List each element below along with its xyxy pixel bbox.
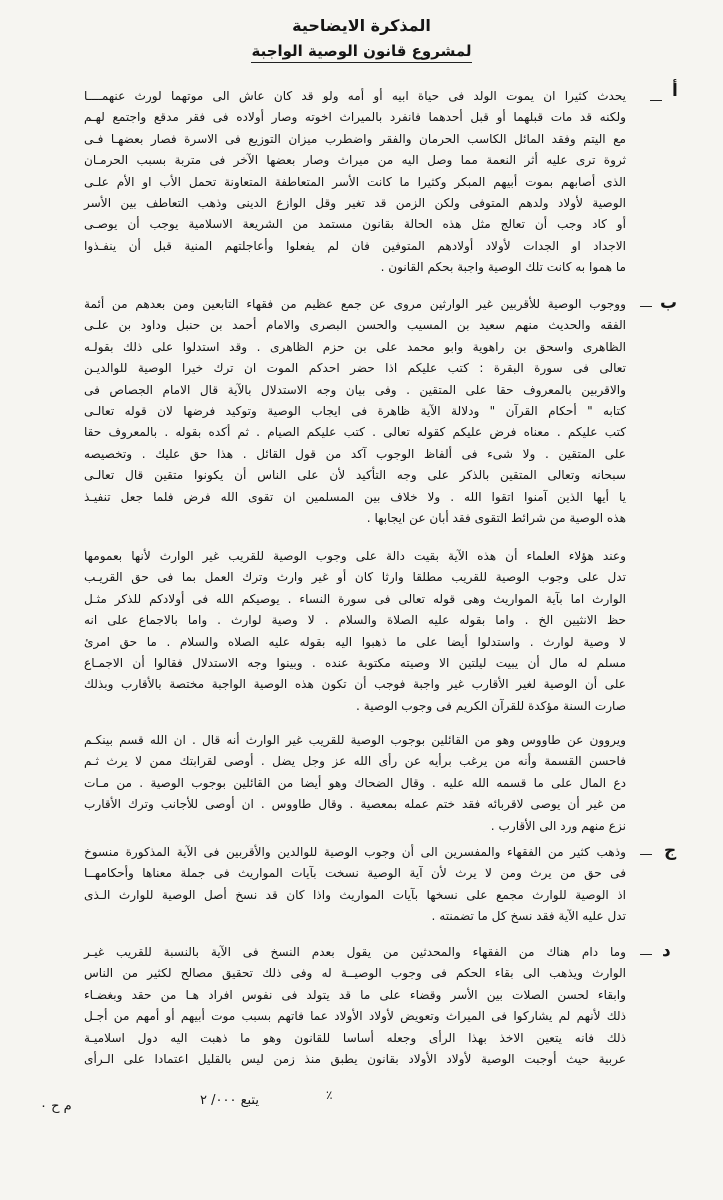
paragraph-a: [84, 86, 626, 279]
paragraph-j: [84, 842, 626, 928]
text-line: يحدث كثيرا ان يموت الولد فى حياة ابيه أو أمه ولو قد كان عاش الى موتهما لورث عنهمــــا: [84, 89, 626, 103]
text-line: تدل على وجوب الوصية للقريب مطلقا وارثا كان أو غير وارث وترك العمل بما فى حق القريـب: [84, 570, 626, 585]
text-line: الفقه والحديث منهم سعيد بن المسيب والحسن البصرى والامام أحمد بن حنبل وداود بن علـى: [84, 318, 626, 333]
section-letter-j: ج: [664, 841, 677, 861]
text-line: فاحسن القسمة وأنه من يرغب برأيه عن رأى الله عز وجل يضل . أوصى لقرابتك ممن لا يرث ثـم: [84, 754, 626, 769]
document-code: م ح ۰: [40, 1099, 72, 1114]
text-line: وما دام هناك من الفقهاء والمحدثين من يقول بعدم النسخ فى الآية بالنسبة للقريب غيـر: [84, 945, 626, 959]
section-letter-a: أ: [672, 81, 678, 101]
footer-mark: ٪: [326, 1088, 333, 1102]
section-dash: [650, 100, 662, 101]
text-line: لا وصية لوارث . واستدلوا أيضا على ما ذهبوا اليه بقوله عليه الصلاه والسلام . ما حق امرئ: [84, 634, 626, 649]
paragraph-tawus: [84, 730, 626, 837]
text-line: الوصية لأولاد ولدهم المتوفى ولكن الزمن قد تغير وقل الوازع الدينى وذهب التعاطف بين الأسر: [84, 196, 626, 211]
text-line: حظ الانثيين الخ . واما بقوله عليه الصلاة والسلام . لا وصية لوارث . واما بالاجماع على انه: [84, 613, 626, 628]
section-dash: [640, 306, 652, 307]
text-line: الظاهرى واسحق بن راهوية وابو محمد على بن حزم الظاهرى . وقد استدلوا على ذلك بقولـه: [84, 339, 626, 354]
text-line: ذلك فانه يتعين الاخذ بهذا الرأى وجعله أساسا للقانون وهو ما ذهبت اليه دول اسلاميـة: [84, 1030, 626, 1045]
text-line: سبحانه وتعالى المتقين بالذكر على وجه التأكيد لأن على الناس أن يكونوا متقين قال تعالـى: [84, 468, 626, 483]
text-line: من غير أن يوصى لاقربائه فقد ختم عمله بمعصية . وقال طاووس . ان أوصى للأجانب وترك الأقارب: [84, 797, 626, 812]
paragraph-d: [84, 942, 626, 1070]
text-line: أو كاد وجب أن تعالج مثل هذه الحالة بقانون مستمد من الشريعة الاسلامية يوجب أن يوصـى: [84, 217, 626, 232]
document-title: المذكرة الايضاحية: [292, 16, 431, 35]
paragraph-scholars: [84, 546, 626, 717]
continuation-note: يتبع ۰۰۰/ ۲: [200, 1093, 259, 1108]
text-line: الذى أصابهم بموت أبيهم المبكر وكثيرا ما كانت الأسر المتعاطفة المتعاونة تحمل الأب او الأم علـى: [84, 174, 626, 189]
text-line: ثروة ترى عليه أثر النعمة مما وصل اليه من ميراث وصار بعضها الآخر فى متربة بسبب الحرمـان: [84, 153, 626, 168]
text-line: دع المال على ما قسمه الله عليه . وقال الضحاك وهو أيضا من القائلين بوجوب الوصية . من مـات: [84, 775, 626, 790]
text-line: الوارث اما بآية المواريث وهى قوله تعالى فى سورة النساء . يوصيكم الله فى أولادكم للذكر مثـل: [84, 591, 626, 606]
text-line: مع اليتم وفقد المائل الكاسب الحرمان والفقر واضطرب ميزان التوزيع فى الاسرة فصار بعضهـا فـى: [84, 131, 626, 146]
section-letter-d: د: [662, 941, 671, 961]
text-line: كتب عليكم . معناه فرض عليكم كقوله تعالى . كتب عليكم الصيام . ثم أكده بقوله . بالمعروف حقا: [84, 425, 626, 440]
text-line: وعند هؤلاء العلماء أن هذه الآية بقيت دالة على وجوب الوصية للقريب غير الوارث لأنها بعمومها: [84, 549, 626, 563]
text-line: فى حق من يرث ومن لا يرث لأن آية الوصية نسخت بآيات المواريث فى جملة معناها وأحكامهــا: [84, 866, 626, 881]
text-line: نزع منهم ورد الى الأقارب .: [490, 818, 626, 833]
section-letter-b: ب: [660, 293, 678, 313]
text-line: على المتقين . ولا شىء فى ألفاظ الوجوب آكد من قول القائل . هذا حق عليك . وتخصيصه: [84, 446, 626, 461]
text-line: مسلم له مال أن يبيت ليلتين الا وصيته مكتوبة عنده . وبينوا وجه الاستدلال فقالوا أن الاجمـاع: [84, 656, 626, 671]
text-line: كتابه " أحكام القرآن " ودلالة الآية ظاهرة فى ايجاب الوصية وتوكيد فرضها لان قوله تعالـى: [84, 404, 626, 419]
text-line: والاقربين بالمعروف حقا على المتقين . وفى بيان وجه الاستدلال بالآية قال الامام الجصاص فى: [84, 382, 626, 397]
text-line: تدل عليه الآية فقد نسخ كل ما تضمنته .: [431, 909, 626, 924]
section-dash: [640, 954, 652, 955]
text-line: الاجداد او الجدات لأولاد أولادهم المتوفين فان لم يفعلوا وأعاجلتهم المنية قبل أن ينفـذوا: [84, 238, 626, 253]
document-subtitle: لمشروع قانون الوصية الواجبة: [0, 42, 723, 60]
text-line: وذهب كثير من الفقهاء والمفسرين الى أن وجوب الوصية للوالدين والأقربين فى الآية المذكورة منسوخ: [84, 845, 626, 859]
text-line: عربية حيث أوجبت الوصية لأولاد الأولاد بقانون يطبق منذ زمن ليس بالقليل اعتمادا على الـرأى: [84, 1052, 626, 1067]
text-line: على أن الوصية لغير الأقارب غير واجبة فوجب أن تكون هذه الوصية الواجبة مختصة بالأقارب وبذلك: [84, 677, 626, 692]
section-dash: [640, 854, 652, 855]
text-line: صارت السنة مؤكدة للقرآن الكريم فى وجوب الوصية .: [356, 698, 626, 713]
text-line: الوارث ويذهب الى بقاء الحكم فى وجوب الوصيــة له وفى ذلك تحقيق مصالح لكثير من الناس: [84, 966, 626, 981]
paragraph-b: [84, 294, 626, 529]
text-line: ولكنه قد مات قبلهما أو قبل أحدهما فانفرد بالميراث اخوته وصار أولاده فى فقر مدقع واجتمع لهـم: [84, 110, 626, 125]
text-line: تعالى فى سورة البقرة : كتب عليكم اذا حضر احدكم الموت ان ترك خيرا الوصية للوالديـن: [84, 361, 626, 376]
text-line: ويروون عن طاووس وهو من القائلين بوجوب الوصية للقريب غير الوارث أنه قال . ان الله قسم بينكـم: [84, 733, 626, 747]
text-line: وابقاء لحسن الصلات بين الأسر وقضاء على ما قد يتولد فى نفوس افراد هـا من حقد وبغضـاء: [84, 987, 626, 1002]
text-line: ذلك لأنهم لم يشاركوا فى الميراث وتعويض لأولاد الأولاد عما فاتهم بسبب موت أبيهم أو أمهم من أجـل: [84, 1009, 626, 1024]
text-line: ووجوب الوصية للأقربين غير الوارثين مروى عن جمع عظيم من فقهاء التابعين ومن بعدهم من أئمة: [84, 297, 626, 311]
text-line: هذه الوصية من شرائط التقوى فقد أبان عن ايجابها .: [366, 511, 626, 526]
text-line: اذ الوصية للوارث مجمع على نسخها بآيات المواريث واذا كان قد نسخ أصل الوصية للوارث الـذى: [84, 887, 626, 902]
text-line: يا أيها الذين آمنوا اتقوا الله . ولا خلاف بين المسلمين ان تقوى الله فرض فلما جعل تنفيـذ: [84, 489, 626, 504]
text-line: ما هموا به كانت تلك الوصية واجبة بحكم القانون .: [380, 260, 626, 275]
